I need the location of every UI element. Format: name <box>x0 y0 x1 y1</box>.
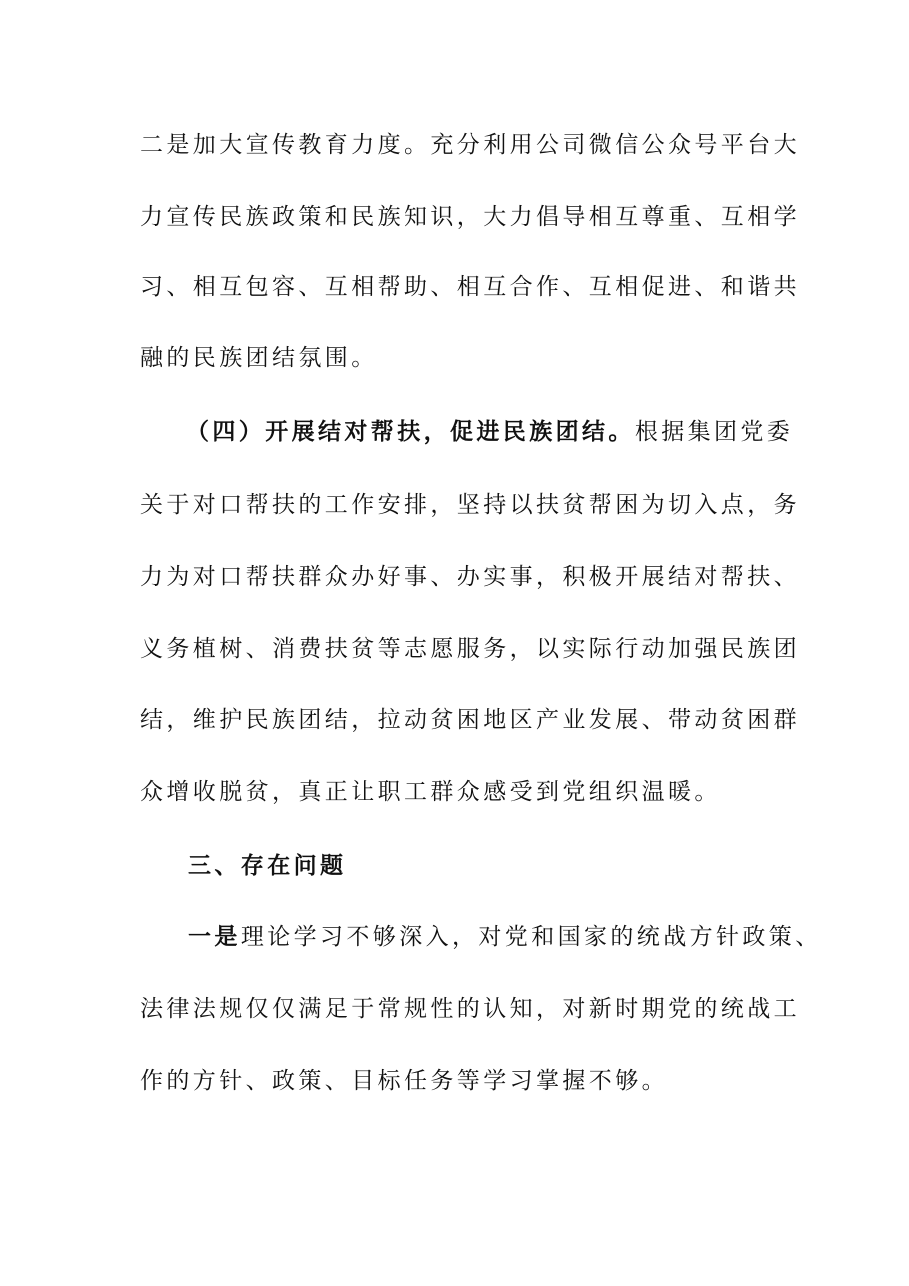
paragraph-line <box>188 922 848 952</box>
line-text: 关于对口帮扶的工作安排，坚持以扶贫帮困为切入点，务 <box>140 492 800 518</box>
paragraph-line <box>140 562 800 592</box>
line-text: 义务植树、消费扶贫等志愿服务，以实际行动加强民族团 <box>140 636 800 662</box>
line-text: 法律法规仅仅满足于常规性的认知，对新时期党的统战工 <box>140 996 800 1022</box>
lead-word: 一是 <box>188 924 241 950</box>
subsection-heading: （四）开展结对帮扶，促进民族团结。 <box>186 419 635 445</box>
paragraph-line <box>140 343 800 373</box>
line-text: 习、相互包容、互相帮助、相互合作、互相促进、和谐共 <box>140 274 800 300</box>
paragraph-line <box>140 202 800 232</box>
paragraph-line <box>140 490 800 520</box>
line-text: 根据集团党委 <box>634 419 794 445</box>
paragraph-line <box>140 994 800 1024</box>
paragraph-line <box>140 634 800 664</box>
line-text: 力宣传民族政策和民族知识，大力倡导相互尊重、互相学 <box>140 204 800 230</box>
line-text: 结，维护民族团结，拉动贫困地区产业发展、带动贫困群 <box>140 707 800 733</box>
paragraph-line <box>140 130 800 160</box>
subsection-paragraph-line <box>186 417 846 447</box>
paragraph-line <box>140 705 800 735</box>
paragraph-line <box>140 272 800 302</box>
line-text: 力为对口帮扶群众办好事、办实事，积极开展结对帮扶、 <box>140 564 800 590</box>
paragraph-line <box>140 777 800 807</box>
section-heading-line <box>188 851 848 881</box>
line-text: 二是加大宣传教育力度。充分利用公司微信公众号平台大 <box>140 132 800 158</box>
line-text: 众增收脱贫，真正让职工群众感受到党组织温暖。 <box>140 779 721 805</box>
line-text: 理论学习不够深入，对党和国家的统战方针政策、 <box>240 924 822 950</box>
section-heading: 三、存在问题 <box>188 853 347 879</box>
line-text: 融的民族团结氛围。 <box>140 345 378 371</box>
line-text: 作的方针、政策、目标任务等学习掌握不够。 <box>140 1068 668 1094</box>
paragraph-line <box>140 1066 800 1096</box>
